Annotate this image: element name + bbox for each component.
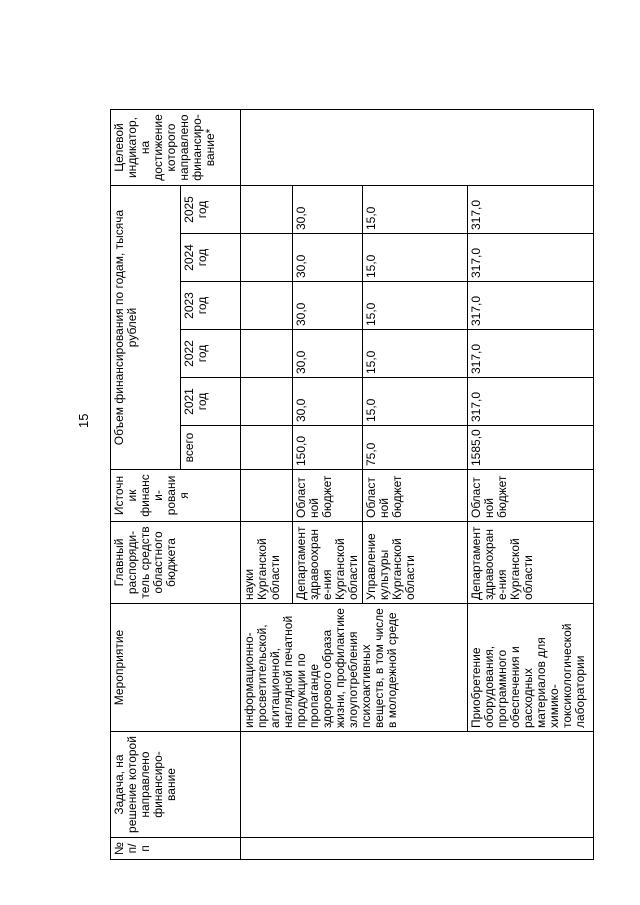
financing-table-sheet	[110, 110, 594, 860]
cell-source: Областной бюджет	[363, 470, 468, 522]
cell-2024: 30,0	[293, 234, 363, 282]
header-target: Целевой индикатор, на достижение которого направлено финансиро-вание*	[111, 110, 241, 186]
cell-2021: 30,0	[293, 378, 363, 426]
header-2023: 2023 год	[181, 282, 241, 330]
cell-total	[241, 426, 293, 470]
cell-source: Областной бюджет	[293, 470, 363, 522]
cell-2021: 317,0	[468, 378, 594, 426]
cell-2023: 30,0	[293, 282, 363, 330]
cell-2024: 15,0	[363, 234, 468, 282]
cell-2024	[241, 234, 293, 282]
financing-table	[110, 109, 594, 860]
cell-2022: 317,0	[468, 330, 594, 378]
table-row	[241, 110, 293, 860]
cell-2022: 30,0	[293, 330, 363, 378]
cell-manager: Департамент здравоохране-ния Курганской области	[293, 522, 363, 604]
cell-total: 75,0	[363, 426, 468, 470]
header-event: Мероприятие	[111, 604, 241, 732]
header-2021: 2021 год	[181, 378, 241, 426]
cell-2023: 15,0	[363, 282, 468, 330]
cell-total: 150,0	[293, 426, 363, 470]
cell-2025: 15,0	[363, 186, 468, 234]
cell-2025: 317,0	[468, 186, 594, 234]
cell-task	[241, 732, 594, 838]
cell-2025	[241, 186, 293, 234]
cell-manager: Департамент здравоохране-ния Курганской области	[468, 522, 594, 604]
cell-total: 1585,0	[468, 426, 594, 470]
cell-event: информационно-просветительской, агитационной, наглядной печатной продукции по пропаганде здорового образа жизни, профилактике злоупотребления психоактивных веществ, в том числе в молодежной среде	[241, 604, 468, 732]
header-row-1	[111, 110, 181, 860]
header-2024: 2024 год	[181, 234, 241, 282]
cell-manager: науки Курганской области	[241, 522, 293, 604]
cell-source: Областной бюджет	[468, 470, 594, 522]
cell-2024: 317,0	[468, 234, 594, 282]
header-2025: 2025 год	[181, 186, 241, 234]
cell-num	[241, 838, 594, 860]
cell-target	[241, 110, 594, 186]
header-2022: 2022 год	[181, 330, 241, 378]
header-source: Источник финанси-рования	[111, 470, 241, 522]
cell-2023: 317,0	[468, 282, 594, 330]
cell-manager: Управление культуры Курганской области	[363, 522, 468, 604]
header-num: № п/п	[111, 838, 241, 860]
cell-2025: 30,0	[293, 186, 363, 234]
cell-source	[241, 470, 293, 522]
header-manager: Главный распоряди-тель средств областного бюджета	[111, 522, 241, 604]
cell-2022	[241, 330, 293, 378]
cell-2021: 15,0	[363, 378, 468, 426]
cell-2022: 15,0	[363, 330, 468, 378]
cell-2023	[241, 282, 293, 330]
header-total: всего	[181, 426, 241, 470]
cell-2021	[241, 378, 293, 426]
page-number: 15	[76, 413, 91, 428]
header-task: Задача, на решение которой направлено финансиро-вание	[111, 732, 241, 838]
header-volume: Объем финансирования по годам, тысяча рублей	[111, 186, 181, 470]
cell-event: Приобретение оборудования, программного обеспечения и расходных материалов для химико-токсикологической лаборатории	[468, 604, 594, 732]
